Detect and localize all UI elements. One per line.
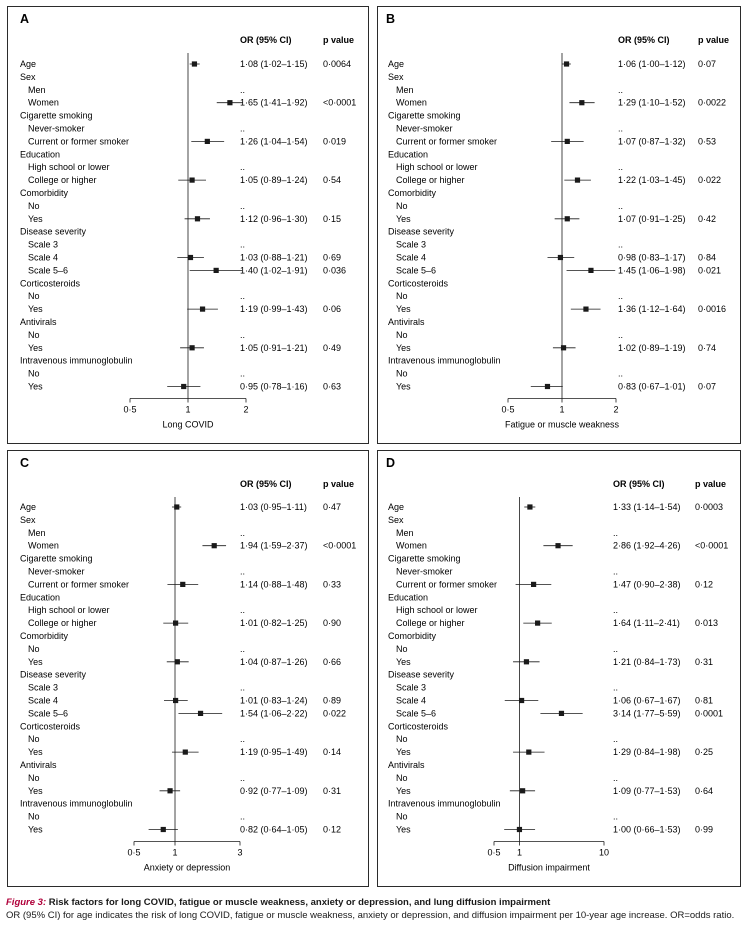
- row-label: College or higher: [28, 618, 97, 629]
- row-label: Scale 3: [396, 682, 427, 693]
- row-label: No: [28, 734, 40, 745]
- panel-b: [377, 6, 741, 444]
- or-point: [198, 711, 203, 716]
- p-value: 0·89: [323, 695, 342, 706]
- x-tick-label: 0·5: [127, 847, 141, 858]
- or-point: [561, 345, 566, 350]
- p-value: 0·021: [698, 265, 722, 276]
- or-ci-value: ..: [613, 734, 619, 745]
- or-ci-value: 0·83 (0·67–1·01): [618, 381, 686, 392]
- or-ci-value: 0·82 (0·64–1·05): [240, 824, 308, 835]
- or-ci-value: ..: [240, 643, 246, 654]
- or-point: [588, 268, 593, 273]
- row-label: Education: [388, 149, 429, 160]
- or-point: [527, 504, 532, 509]
- or-ci-value: ..: [240, 566, 246, 577]
- row-label: No: [396, 368, 408, 379]
- or-point: [526, 750, 531, 755]
- figure-caption: [6, 896, 746, 922]
- p-value-header: p value: [695, 479, 727, 489]
- or-ci-value: 1·26 (1·04–1·54): [240, 136, 308, 147]
- row-label: Yes: [396, 304, 411, 315]
- or-point: [173, 698, 178, 703]
- or-point: [531, 582, 536, 587]
- row-label: Men: [28, 84, 46, 95]
- or-ci-value: 1·36 (1·12–1·64): [618, 304, 686, 315]
- row-label: Intravenous immunoglobulin: [20, 798, 133, 809]
- or-point: [192, 61, 197, 66]
- row-label: No: [396, 200, 408, 211]
- x-tick-label: 0·5: [123, 404, 137, 415]
- or-ci-value: ..: [618, 200, 624, 211]
- or-ci-value: ..: [240, 329, 246, 340]
- or-ci-value: 1·47 (0·90–2·38): [613, 579, 681, 590]
- or-point: [212, 543, 217, 548]
- row-label: No: [28, 368, 40, 379]
- p-value: 0·07: [698, 381, 717, 392]
- or-ci-value: ..: [240, 811, 246, 822]
- row-label: Yes: [28, 213, 43, 224]
- p-value-header: p value: [698, 35, 730, 45]
- row-label: No: [396, 643, 408, 654]
- row-label: Disease severity: [388, 669, 455, 680]
- row-label: Comorbidity: [388, 188, 437, 198]
- row-label: Never-smoker: [28, 123, 85, 134]
- p-value: 0·12: [695, 579, 714, 590]
- x-tick-label: 1: [559, 404, 565, 415]
- row-label: Age: [20, 502, 37, 512]
- caption-title: Risk factors for long COVID, fatigue or muscle weakness, anxiety or depression, and lung diffusion impairment: [48, 897, 551, 908]
- or-point: [227, 100, 232, 105]
- row-label: Education: [388, 592, 429, 603]
- p-value: 0·47: [323, 502, 342, 512]
- or-ci-value: ..: [240, 605, 246, 616]
- row-label: Education: [20, 592, 61, 603]
- or-ci-value: 1·29 (1·10–1·52): [618, 97, 686, 108]
- or-ci-value: 1·33 (1·14–1·54): [613, 502, 681, 512]
- row-label: Men: [396, 527, 414, 538]
- row-label: Scale 5–6: [396, 708, 437, 719]
- or-ci-header: OR (95% CI): [618, 35, 670, 45]
- row-label: Sex: [388, 71, 404, 82]
- p-value: 0·0003: [695, 502, 724, 512]
- panel-letter: A: [20, 12, 30, 26]
- or-point: [200, 307, 205, 312]
- row-label: Yes: [396, 747, 411, 758]
- or-ci-value: ..: [613, 643, 619, 654]
- row-label: Disease severity: [20, 226, 87, 237]
- or-ci-value: 1·07 (0·87–1·32): [618, 136, 686, 147]
- panel-a: [7, 6, 369, 444]
- row-label: Never-smoker: [396, 566, 453, 577]
- or-ci-value: 1·00 (0·66–1·53): [613, 824, 681, 835]
- forest-plot-a: [8, 7, 368, 443]
- or-ci-value: ..: [240, 772, 246, 783]
- row-label: Scale 5–6: [28, 265, 69, 276]
- row-label: Women: [396, 540, 427, 551]
- or-ci-value: 1·65 (1·41–1·92): [240, 97, 308, 108]
- or-point: [558, 255, 563, 260]
- x-tick-label: 0·5: [487, 847, 501, 858]
- row-label: Never-smoker: [28, 566, 85, 577]
- row-label: Age: [388, 502, 405, 512]
- p-value-header: p value: [323, 479, 355, 489]
- x-tick-label: 3: [237, 847, 243, 858]
- p-value: 0·42: [698, 213, 717, 224]
- row-label: Yes: [396, 824, 411, 835]
- or-ci-value: ..: [240, 682, 246, 693]
- row-label: Scale 3: [28, 239, 59, 250]
- panel-c: [7, 450, 369, 887]
- or-ci-value: 1·03 (0·95–1·11): [240, 502, 307, 512]
- row-label: Antivirals: [388, 760, 425, 770]
- p-value: 0·0064: [323, 59, 352, 69]
- x-axis-label: Long COVID: [162, 419, 214, 430]
- row-label: Antivirals: [388, 317, 425, 327]
- or-ci-value: ..: [613, 811, 619, 822]
- row-label: Disease severity: [20, 669, 87, 680]
- p-value: <0·0001: [695, 540, 729, 551]
- or-ci-value: ..: [618, 84, 624, 95]
- or-ci-value: 1·05 (0·91–1·21): [240, 342, 308, 353]
- row-label: Scale 3: [396, 239, 427, 250]
- or-point: [565, 216, 570, 221]
- x-tick-label: 2: [243, 404, 249, 415]
- row-label: Women: [28, 540, 59, 551]
- row-label: Sex: [388, 514, 404, 525]
- row-label: High school or lower: [396, 162, 478, 173]
- or-ci-value: ..: [618, 123, 624, 134]
- row-label: Corticosteroids: [388, 721, 449, 732]
- p-value: 0·53: [698, 136, 717, 147]
- row-label: Comorbidity: [388, 631, 437, 641]
- row-label: Cigarette smoking: [388, 553, 461, 564]
- or-ci-value: 1·05 (0·89–1·24): [240, 175, 308, 186]
- row-label: No: [396, 734, 408, 745]
- row-label: High school or lower: [28, 605, 110, 616]
- row-label: Current or former smoker: [28, 136, 130, 147]
- x-axis-label: Fatigue or muscle weakness: [504, 419, 620, 430]
- or-ci-value: ..: [240, 291, 246, 302]
- row-label: Men: [28, 527, 46, 538]
- p-value: 0·013: [695, 618, 719, 629]
- p-value: 0·74: [698, 342, 717, 353]
- or-point: [180, 582, 185, 587]
- or-ci-value: ..: [613, 566, 619, 577]
- or-ci-value: ..: [240, 84, 246, 95]
- row-label: No: [28, 772, 40, 783]
- p-value: 0·84: [698, 252, 717, 263]
- or-ci-value: ..: [240, 123, 246, 134]
- x-tick-label: 1: [185, 404, 191, 415]
- row-label: Scale 5–6: [28, 708, 69, 719]
- row-label: College or higher: [28, 175, 97, 186]
- or-ci-value: 1·94 (1·59–2·37): [240, 540, 308, 551]
- row-label: Corticosteroids: [20, 278, 81, 289]
- row-label: Women: [396, 97, 427, 108]
- or-ci-value: 1·07 (0·91–1·25): [618, 213, 686, 224]
- row-label: Intravenous immunoglobulin: [388, 355, 501, 366]
- or-ci-value: ..: [613, 605, 619, 616]
- p-value: 0·25: [695, 747, 714, 758]
- row-label: Intravenous immunoglobulin: [388, 798, 501, 809]
- or-point: [565, 139, 570, 144]
- row-label: Scale 5–6: [396, 265, 437, 276]
- p-value: 0·0001: [695, 708, 724, 719]
- panel-letter: D: [386, 456, 396, 470]
- row-label: Yes: [28, 381, 43, 392]
- row-label: Yes: [28, 824, 43, 835]
- or-ci-value: 0·95 (0·78–1·16): [240, 381, 308, 392]
- x-tick-label: 1: [172, 847, 178, 858]
- or-point: [524, 659, 529, 664]
- or-point: [564, 61, 569, 66]
- or-ci-value: 1·01 (0·83–1·24): [240, 695, 308, 706]
- or-ci-value: 1·64 (1·11–2·41): [613, 618, 680, 629]
- p-value: <0·0001: [323, 97, 357, 108]
- row-label: Scale 4: [28, 695, 59, 706]
- panel-letter: C: [20, 456, 30, 470]
- or-ci-value: 1·03 (0·88–1·21): [240, 252, 308, 263]
- row-label: Age: [20, 59, 37, 69]
- row-label: Scale 4: [396, 252, 427, 263]
- p-value: 0·07: [698, 59, 717, 69]
- row-label: Scale 4: [28, 252, 59, 263]
- row-label: Age: [388, 59, 405, 69]
- or-point: [545, 384, 550, 389]
- or-ci-value: 1·04 (0·87–1·26): [240, 656, 308, 667]
- or-point: [183, 750, 188, 755]
- or-ci-value: 1·19 (0·99–1·43): [240, 304, 308, 315]
- p-value: 0·81: [695, 695, 714, 706]
- or-ci-value: ..: [240, 734, 246, 745]
- row-label: Cigarette smoking: [20, 110, 93, 121]
- p-value-header: p value: [323, 35, 355, 45]
- p-value: 0·06: [323, 304, 342, 315]
- row-label: Scale 4: [396, 695, 427, 706]
- row-label: No: [28, 200, 40, 211]
- row-label: Antivirals: [20, 760, 57, 770]
- or-ci-value: 2·86 (1·92–4·26): [613, 540, 681, 551]
- p-value: 0·49: [323, 342, 342, 353]
- row-label: College or higher: [396, 618, 465, 629]
- or-point: [517, 827, 522, 832]
- x-tick-label: 0·5: [501, 404, 515, 415]
- p-value: 0·66: [323, 656, 342, 667]
- p-value: 0·31: [695, 656, 714, 667]
- or-point: [189, 178, 194, 183]
- or-ci-value: 1·12 (0·96–1·30): [240, 213, 308, 224]
- x-tick-label: 2: [613, 404, 619, 415]
- row-label: Current or former smoker: [28, 579, 130, 590]
- row-label: Never-smoker: [396, 123, 453, 134]
- row-label: Yes: [28, 342, 43, 353]
- row-label: Corticosteroids: [388, 278, 449, 289]
- row-label: High school or lower: [396, 605, 478, 616]
- p-value: 0·99: [695, 824, 714, 835]
- or-ci-value: ..: [240, 368, 246, 379]
- x-tick-label: 10: [598, 847, 610, 858]
- or-ci-value: ..: [613, 682, 619, 693]
- or-point: [214, 268, 219, 273]
- or-ci-value: 1·09 (0·77–1·53): [613, 785, 681, 796]
- p-value: <0·0001: [323, 540, 357, 551]
- panel-d: [377, 450, 741, 887]
- or-point: [535, 621, 540, 626]
- row-label: Sex: [20, 71, 36, 82]
- caption-note: OR (95% CI) for age indicates the risk of long COVID, fatigue or muscle weakness, anxiety or depression, and diffusion impairment per 10-year age increase. OR=odds ratio.: [6, 910, 735, 921]
- or-ci-header: OR (95% CI): [240, 479, 292, 489]
- row-label: Cigarette smoking: [20, 553, 93, 564]
- or-point: [173, 621, 178, 626]
- or-ci-value: ..: [613, 527, 619, 538]
- or-ci-value: 1·40 (1·02–1·91): [240, 265, 308, 276]
- row-label: Comorbidity: [20, 188, 69, 198]
- or-point: [174, 504, 179, 509]
- row-label: Women: [28, 97, 59, 108]
- or-ci-value: 1·02 (0·89–1·19): [618, 342, 686, 353]
- or-point: [583, 307, 588, 312]
- p-value: 0·019: [323, 136, 347, 147]
- row-label: Disease severity: [388, 226, 455, 237]
- or-ci-value: ..: [240, 239, 246, 250]
- or-ci-value: 1·01 (0·82–1·25): [240, 618, 308, 629]
- p-value: 0·022: [698, 175, 722, 186]
- row-label: No: [28, 329, 40, 340]
- or-ci-header: OR (95% CI): [240, 35, 292, 45]
- or-ci-value: 1·29 (0·84–1·98): [613, 747, 681, 758]
- or-point: [175, 659, 180, 664]
- or-ci-value: 1·21 (0·84–1·73): [613, 656, 681, 667]
- p-value: 0·022: [323, 708, 347, 719]
- row-label: Yes: [28, 747, 43, 758]
- row-label: Yes: [396, 785, 411, 796]
- or-ci-value: ..: [240, 200, 246, 211]
- or-ci-value: 1·54 (1·06–2·22): [240, 708, 308, 719]
- or-ci-header: OR (95% CI): [613, 479, 665, 489]
- p-value: 0·69: [323, 252, 342, 263]
- or-point: [205, 139, 210, 144]
- row-label: Education: [20, 149, 61, 160]
- caption-title-line: [6, 896, 746, 909]
- or-point: [520, 788, 525, 793]
- or-point: [559, 711, 564, 716]
- row-label: Cigarette smoking: [388, 110, 461, 121]
- forest-plot-b: [378, 7, 740, 443]
- p-value: 0·036: [323, 265, 347, 276]
- x-tick-label: 1: [516, 847, 522, 858]
- row-label: High school or lower: [28, 162, 110, 173]
- or-point: [161, 827, 166, 832]
- or-point: [167, 788, 172, 793]
- or-ci-value: ..: [618, 239, 624, 250]
- row-label: Men: [396, 84, 414, 95]
- caption-prefix: Figure 3:: [6, 897, 47, 908]
- row-label: Yes: [396, 213, 411, 224]
- row-label: Yes: [28, 656, 43, 667]
- row-label: College or higher: [396, 175, 465, 186]
- row-label: Yes: [396, 656, 411, 667]
- or-ci-value: 1·19 (0·95–1·49): [240, 747, 308, 758]
- or-ci-value: 1·14 (0·88–1·48): [240, 579, 308, 590]
- p-value: 0·64: [695, 785, 714, 796]
- row-label: Yes: [28, 304, 43, 315]
- or-ci-value: ..: [618, 291, 624, 302]
- row-label: Intravenous immunoglobulin: [20, 355, 133, 366]
- or-ci-value: 0·98 (0·83–1·17): [618, 252, 686, 263]
- x-axis-label: Diffusion impairment: [508, 862, 590, 873]
- panel-letter: B: [386, 12, 396, 26]
- or-point: [181, 384, 186, 389]
- row-label: No: [28, 811, 40, 822]
- p-value: 0·63: [323, 381, 342, 392]
- or-ci-value: 0·92 (0·77–1·09): [240, 785, 308, 796]
- or-ci-value: 1·45 (1·06–1·98): [618, 265, 686, 276]
- or-point: [189, 345, 194, 350]
- forest-plot-c: [8, 451, 368, 886]
- or-point: [579, 100, 584, 105]
- p-value: 0·14: [323, 747, 342, 758]
- or-point: [188, 255, 193, 260]
- row-label: Yes: [396, 381, 411, 392]
- row-label: No: [28, 291, 40, 302]
- x-axis-label: Anxiety or depression: [143, 862, 231, 873]
- or-ci-value: 1·08 (1·02–1·15): [240, 59, 308, 69]
- row-label: No: [396, 811, 408, 822]
- p-value: 0·0016: [698, 304, 727, 315]
- row-label: Sex: [20, 514, 36, 525]
- row-label: Yes: [396, 342, 411, 353]
- p-value: 0·12: [323, 824, 342, 835]
- row-label: Antivirals: [20, 317, 57, 327]
- row-label: No: [396, 772, 408, 783]
- p-value: 0·33: [323, 579, 342, 590]
- or-point: [575, 178, 580, 183]
- p-value: 0·90: [323, 618, 342, 629]
- p-value: 0·54: [323, 175, 342, 186]
- row-label: No: [28, 643, 40, 654]
- or-point: [519, 698, 524, 703]
- p-value: 0·31: [323, 785, 342, 796]
- or-point: [555, 543, 560, 548]
- row-label: No: [396, 329, 408, 340]
- or-ci-value: 1·22 (1·03–1·45): [618, 175, 686, 186]
- or-ci-value: 1·06 (0·67–1·67): [613, 695, 681, 706]
- or-ci-value: 3·14 (1·77–5·59): [613, 708, 681, 719]
- row-label: Yes: [28, 785, 43, 796]
- or-point: [195, 216, 200, 221]
- forest-plot-d: [378, 451, 740, 886]
- or-ci-value: 1·06 (1·00–1·12): [618, 59, 686, 69]
- row-label: Current or former smoker: [396, 136, 498, 147]
- row-label: Scale 3: [28, 682, 59, 693]
- p-value: 0·15: [323, 213, 342, 224]
- or-ci-value: ..: [240, 527, 246, 538]
- row-label: No: [396, 291, 408, 302]
- p-value: 0·0022: [698, 97, 727, 108]
- row-label: Corticosteroids: [20, 721, 81, 732]
- or-ci-value: ..: [618, 368, 624, 379]
- or-ci-value: ..: [618, 329, 624, 340]
- or-ci-value: ..: [240, 162, 246, 173]
- or-ci-value: ..: [613, 772, 619, 783]
- row-label: Current or former smoker: [396, 579, 498, 590]
- row-label: Comorbidity: [20, 631, 69, 641]
- or-ci-value: ..: [618, 162, 624, 173]
